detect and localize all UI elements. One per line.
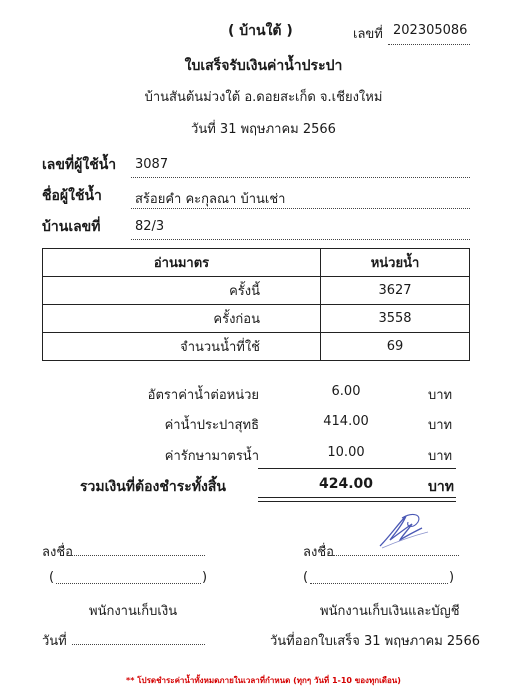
house-no-underline bbox=[131, 239, 470, 240]
receipt-date: วันที่ 31 พฤษภาคม 2566 bbox=[191, 122, 336, 137]
receipt-no-value: 202305086 bbox=[393, 23, 468, 38]
table-row bbox=[43, 305, 470, 333]
signature-drawing bbox=[372, 506, 432, 554]
user-no-label: เลขที่ผู้ใช้น้ำ bbox=[42, 157, 117, 173]
customer-name-underline bbox=[131, 208, 470, 209]
charge-rate-unit: บาท bbox=[428, 388, 453, 403]
charge-water-unit: บาท bbox=[428, 418, 453, 433]
left-role: พนักงานเก็บเงิน bbox=[89, 604, 178, 619]
subtotal-rule bbox=[258, 468, 456, 469]
table-header-units: หน่วยน้ำ bbox=[321, 249, 470, 277]
issue-date: วันที่ออกใบเสร็จ 31 พฤษภาคม 2566 bbox=[270, 634, 480, 649]
total-unit: บาท bbox=[428, 479, 454, 495]
receipt-no-label: เลขที่ bbox=[353, 27, 383, 42]
table-row bbox=[43, 333, 470, 361]
right-role: พนักงานเก็บเงินและบัญชี bbox=[320, 604, 460, 619]
left-name-line bbox=[56, 583, 201, 584]
row-value-usage: 69 bbox=[321, 333, 470, 361]
right-paren-open: ( bbox=[303, 570, 309, 585]
table-row bbox=[43, 277, 470, 305]
house-no-value: 82/3 bbox=[135, 219, 165, 234]
customer-name-label: ชื่อผู้ใช้น้ำ bbox=[42, 188, 102, 204]
location-line: บ้านสันต้นม่วงใต้ อ.ดอยสะเก็ด จ.เชียงใหม่ bbox=[144, 90, 383, 105]
row-value-previous: 3558 bbox=[321, 305, 470, 333]
receipt-no-underline bbox=[388, 44, 470, 45]
charge-rate-value: 6.00 bbox=[331, 384, 361, 399]
footer-payment-note: ** โปรดชำระค่าน้ำทั้งหมดภายในเวลาที่กำหนด (ทุกๆ วันที่ 1-10 ของทุกเดือน) bbox=[126, 676, 401, 685]
left-sign-label: ลงชื่อ bbox=[42, 545, 73, 560]
left-date-line bbox=[72, 644, 205, 645]
user-no-value: 3087 bbox=[135, 157, 169, 172]
right-sign-line bbox=[333, 555, 459, 556]
charge-meter-value: 10.00 bbox=[327, 445, 365, 460]
right-paren-close: ) bbox=[449, 570, 455, 585]
customer-name-value: สร้อยคำ คะกุลณา บ้านเช่า bbox=[135, 192, 286, 207]
total-label: รวมเงินที่ต้องชำระทั้งสิ้น bbox=[80, 479, 226, 495]
left-sign-line bbox=[72, 555, 205, 556]
row-value-current: 3627 bbox=[321, 277, 470, 305]
row-label-current: ครั้งนี้ bbox=[43, 277, 321, 305]
total-value: 424.00 bbox=[318, 476, 374, 492]
table-header-row bbox=[43, 249, 470, 277]
right-sign-label: ลงชื่อ bbox=[303, 545, 334, 560]
total-double-underline-2 bbox=[258, 501, 456, 502]
charge-meter-label: ค่ารักษามาตรน้ำ bbox=[164, 449, 259, 464]
right-name-line bbox=[310, 583, 448, 584]
meter-reading-table bbox=[42, 248, 470, 361]
user-no-underline bbox=[131, 177, 470, 178]
left-paren-close: ) bbox=[202, 570, 208, 585]
charge-rate-label: อัตราค่าน้ำต่อหน่วย bbox=[147, 388, 259, 403]
charge-water-label: ค่าน้ำประปาสุทธิ bbox=[164, 418, 259, 433]
left-paren-open: ( bbox=[49, 570, 55, 585]
row-label-previous: ครั้งก่อน bbox=[43, 305, 321, 333]
table-header-meter: อ่านมาตร bbox=[43, 249, 321, 277]
branch-label: ( บ้านใต้ ) bbox=[228, 23, 293, 39]
total-double-underline-1 bbox=[258, 497, 456, 498]
house-no-label: บ้านเลขที่ bbox=[42, 219, 101, 235]
charge-water-value: 414.00 bbox=[323, 414, 369, 429]
row-label-usage: จำนวนน้ำที่ใช้ bbox=[43, 333, 321, 361]
charge-meter-unit: บาท bbox=[428, 449, 453, 464]
left-date-label: วันที่ bbox=[42, 634, 67, 649]
receipt-title: ใบเสร็จรับเงินค่าน้ำประปา bbox=[184, 58, 343, 74]
